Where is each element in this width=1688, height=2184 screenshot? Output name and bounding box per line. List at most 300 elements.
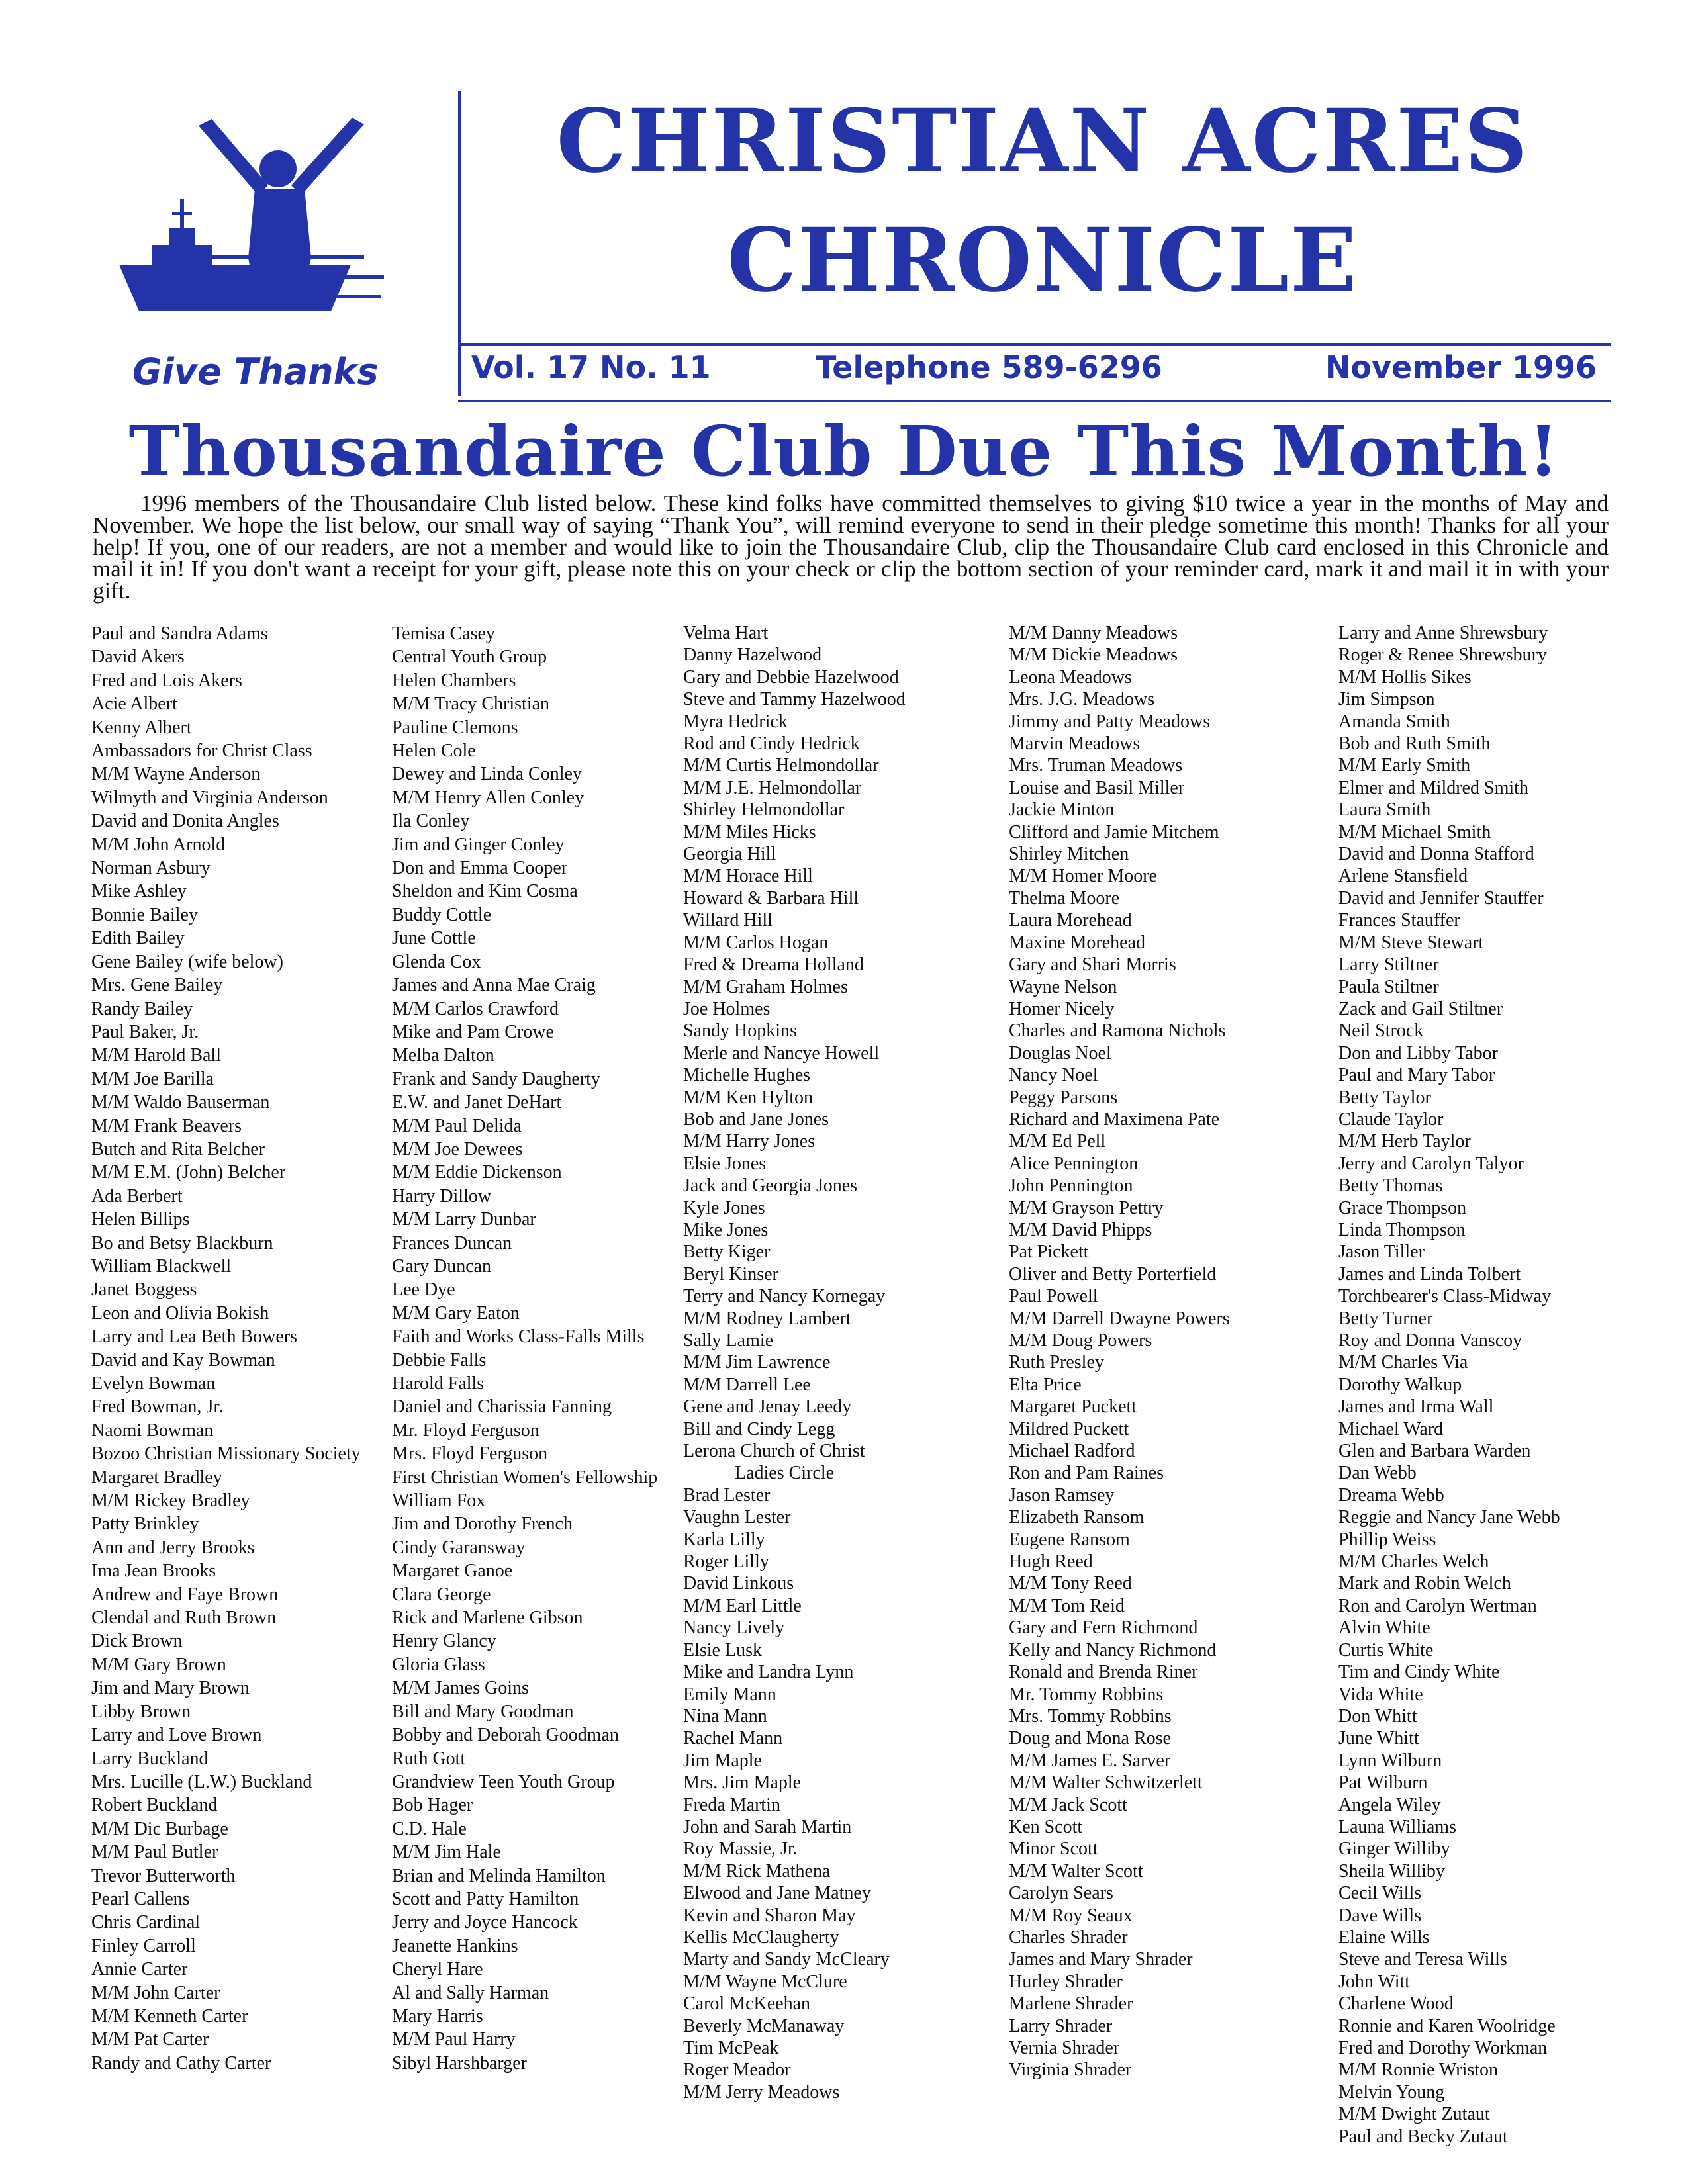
member-name: Douglas Noel: [1009, 1042, 1111, 1064]
member-name: Roger & Renee Shrewsbury: [1338, 645, 1547, 666]
member-name: M/M Ed Pell: [1009, 1131, 1106, 1152]
member-name: Paula Stiltner: [1338, 976, 1439, 997]
masthead-rule-top: [458, 343, 1611, 346]
member-name: Mr. Tommy Robbins: [1009, 1684, 1164, 1705]
member-name: Chris Cardinal: [91, 1912, 201, 1933]
member-name: Ronald and Brenda Riner: [1009, 1662, 1198, 1683]
member-name: David and Donita Angles: [91, 811, 279, 832]
member-name: Nina Mann: [683, 1706, 767, 1727]
member-name: Roger Lilly: [683, 1551, 769, 1572]
member-name: Laura Smith: [1338, 799, 1431, 821]
member-name: Joe Holmes: [683, 998, 771, 1019]
member-name: Hugh Reed: [1009, 1551, 1093, 1572]
member-name: Laura Morehead: [1009, 910, 1132, 931]
member-name: E.W. and Janet DeHart: [392, 1092, 562, 1113]
member-name: Jim and Mary Brown: [91, 1678, 250, 1699]
member-name: Ken Scott: [1009, 1816, 1083, 1837]
member-name: Louise and Basil Miller: [1009, 777, 1185, 798]
member-name: Sheila Williby: [1338, 1860, 1445, 1882]
member-name: Neil Strock: [1338, 1021, 1424, 1042]
member-name: Kellis McClaugherty: [683, 1927, 839, 1948]
member-name: First Christian Women's Fellowship: [392, 1467, 658, 1488]
member-name: James and Anna Mae Craig: [392, 975, 596, 996]
member-name: Jim and Ginger Conley: [392, 834, 565, 855]
member-name: M/M Larry Dunbar: [392, 1209, 536, 1230]
member-name: M/M Charles Welch: [1338, 1551, 1489, 1572]
member-name: M/M Dwight Zutaut: [1338, 2104, 1490, 2125]
member-name: M/M James E. Sarver: [1009, 1750, 1171, 1771]
member-name: Carol McKeehan: [683, 1993, 811, 2015]
member-name: Gene Bailey (wife below): [91, 951, 283, 972]
member-name: Claude Taylor: [1338, 1109, 1444, 1130]
member-name: David Linkous: [683, 1573, 794, 1594]
member-name: M/M Homer Moore: [1009, 866, 1157, 887]
member-name: M/M Hollis Sikes: [1338, 666, 1472, 688]
member-name: Roy and Donna Vanscoy: [1338, 1330, 1523, 1351]
member-name: Jackie Minton: [1009, 799, 1115, 821]
member-name: M/M Henry Allen Conley: [392, 787, 585, 808]
member-name: Bobby and Deborah Goodman: [392, 1725, 619, 1746]
member-name: M/M Doug Powers: [1009, 1330, 1152, 1351]
member-name: Kenny Albert: [91, 717, 192, 738]
member-name: Phillip Weiss: [1338, 1529, 1436, 1550]
member-name: Pearl Callens: [91, 1888, 190, 1909]
member-name: Launa Williams: [1338, 1816, 1456, 1837]
member-name: John and Sarah Martin: [683, 1816, 852, 1837]
member-name: M/M Harry Jones: [683, 1131, 816, 1152]
member-column-1: [91, 622, 389, 2075]
member-name: Helen Chambers: [392, 670, 516, 691]
member-name: M/M Darrell Lee: [683, 1374, 811, 1395]
member-name: Andrew and Faye Brown: [91, 1584, 279, 1605]
member-name: Al and Sally Harman: [392, 1982, 549, 2003]
member-name: M/M Dic Burbage: [91, 1818, 228, 1839]
member-name: M/M E.M. (John) Belcher: [91, 1162, 286, 1183]
member-name: Jim and Dorothy French: [392, 1514, 573, 1535]
member-name: Helen Cole: [392, 741, 476, 762]
member-name: Mike and Landra Lynn: [683, 1662, 854, 1683]
member-name: M/M J.E. Helmondollar: [683, 777, 862, 798]
member-name: Georgia Hill: [683, 844, 776, 865]
member-name: Bob and Jane Jones: [683, 1109, 829, 1130]
member-name: Randy and Cathy Carter: [91, 2052, 271, 2073]
member-name: Beverly McManaway: [683, 2015, 845, 2036]
member-name: Betty Kiger: [683, 1242, 771, 1263]
member-name: Pat Wilburn: [1338, 1772, 1428, 1794]
member-name: Dreama Webb: [1338, 1484, 1444, 1506]
member-name: Paul and Becky Zutaut: [1338, 2126, 1508, 2147]
member-name: M/M Michael Smith: [1338, 821, 1491, 842]
member-name: David and Donna Stafford: [1338, 844, 1534, 865]
member-name: Brian and Melinda Hamilton: [392, 1865, 606, 1886]
member-name: Bob and Ruth Smith: [1338, 733, 1491, 754]
member-name: Larry and Lea Beth Bowers: [91, 1326, 297, 1347]
member-name: Temisa Casey: [392, 623, 495, 644]
intro-text: 1996 members of the Thousandaire Club listed below. These kind folks have committed themselves to giving $10 twice a year in the months of May and November. We hope the list below, our small way of saying “Thank You”, will remind everyone to send in their pledge sometime this month! Thanks for all your help! If you, one of our readers, are not a member and would like to join the Thousandaire Club, clip the Thousandaire Club card enclosed in this Chronicle and mail it in! If you don't want a receipt for your gift, please note this on your check or clip the bottom section of your reminder card, mark it and mail it in with your gift.: [93, 490, 1609, 604]
member-name: Michael Radford: [1009, 1441, 1135, 1462]
member-name: Ima Jean Brooks: [91, 1561, 216, 1582]
member-name: M/M Jim Lawrence: [683, 1352, 831, 1373]
member-name: Clara George: [392, 1584, 491, 1605]
member-name: Kelly and Nancy Richmond: [1009, 1639, 1217, 1661]
member-name: Ann and Jerry Brooks: [91, 1537, 255, 1558]
member-name: Glenda Cox: [392, 951, 481, 972]
member-name: M/M Pat Carter: [91, 2029, 209, 2050]
member-name: Vernia Shrader: [1009, 2038, 1120, 2058]
member-name: Charles Shrader: [1009, 1927, 1128, 1948]
member-name: Margaret Bradley: [91, 1467, 222, 1488]
member-name: Lerona Church of Christ: [683, 1441, 865, 1462]
member-name: Don and Libby Tabor: [1338, 1042, 1498, 1064]
member-name: Velma Hart: [683, 623, 769, 643]
member-name: M/M Jim Hale: [392, 1842, 501, 1863]
member-name: M/M Graham Holmes: [683, 976, 848, 997]
member-name: Marty and Sandy McCleary: [683, 1949, 890, 1970]
member-name: M/M Frank Beavers: [91, 1115, 242, 1136]
member-name: Mike Ashley: [91, 881, 187, 902]
member-name: Glen and Barbara Warden: [1338, 1441, 1531, 1462]
member-name: M/M Walter Schwitzerlett: [1009, 1772, 1203, 1794]
member-name: Emily Mann: [683, 1684, 776, 1705]
member-name: Merle and Nancye Howell: [683, 1042, 880, 1064]
member-name: David and Kay Bowman: [91, 1349, 275, 1371]
member-name: Buddy Cottle: [392, 904, 492, 925]
member-name: Naomi Bowman: [91, 1420, 214, 1441]
member-name: Sally Lamie: [683, 1330, 774, 1351]
member-name: Scott and Patty Hamilton: [392, 1888, 579, 1909]
member-name: Bob Hager: [392, 1795, 473, 1816]
member-name: Mary Harris: [392, 2005, 483, 2026]
member-name: Paul Powell: [1009, 1286, 1098, 1307]
member-name: Willard Hill: [683, 910, 773, 931]
member-name: Doug and Mona Rose: [1009, 1728, 1171, 1749]
member-name: M/M Eddie Dickenson: [392, 1162, 562, 1183]
member-name: Elsie Lusk: [683, 1639, 762, 1661]
member-name: M/M Wayne Anderson: [91, 764, 261, 785]
member-name: Elaine Wills: [1338, 1927, 1430, 1948]
member-name: Maxine Morehead: [1009, 932, 1146, 953]
member-name: Mrs. J.G. Meadows: [1009, 689, 1155, 710]
member-name: Larry Stiltner: [1338, 954, 1439, 976]
member-name: Amanda Smith: [1338, 711, 1450, 732]
member-name: Gene and Jenay Leedy: [683, 1396, 852, 1418]
member-column-4: [1009, 622, 1340, 2081]
member-name: Leon and Olivia Bokish: [91, 1302, 269, 1324]
member-name: Mark and Robin Welch: [1338, 1573, 1511, 1594]
member-name: Edith Bailey: [91, 928, 185, 949]
headline: Thousandaire Club Due This Month!: [128, 410, 1560, 492]
member-name: Paul and Sandra Adams: [91, 623, 268, 644]
member-column-2: [392, 622, 683, 2075]
member-name: William Fox: [392, 1490, 486, 1512]
member-name: Larry and Anne Shrewsbury: [1338, 623, 1548, 643]
member-name: M/M Earl Little: [683, 1595, 802, 1616]
member-name: Charlene Wood: [1338, 1993, 1454, 2015]
member-name: Ronnie and Karen Woolridge: [1338, 2015, 1556, 2036]
member-name: Mrs. Gene Bailey: [91, 975, 223, 996]
member-name: M/M Early Smith: [1338, 755, 1471, 776]
member-name: Cheryl Hare: [392, 1959, 483, 1980]
member-name: M/M Paul Harry: [392, 2029, 516, 2050]
member-name: Don Whitt: [1338, 1706, 1417, 1727]
member-name: M/M Carlos Hogan: [683, 932, 829, 953]
member-name: Alvin White: [1338, 1617, 1430, 1639]
member-name: Freda Martin: [683, 1794, 780, 1815]
member-name: Marvin Meadows: [1009, 733, 1141, 754]
newsletter-title-line-2: CHRONICLE: [727, 209, 1358, 312]
member-name: Finley Carroll: [91, 1935, 196, 1956]
member-name: Mrs. Tommy Robbins: [1009, 1706, 1172, 1727]
member-name: Myra Hedrick: [683, 711, 788, 732]
member-name: Cindy Garansway: [392, 1537, 526, 1558]
member-name: Dorothy Walkup: [1338, 1374, 1462, 1395]
member-name: Betty Thomas: [1338, 1175, 1443, 1197]
member-name: Angela Wiley: [1338, 1794, 1441, 1815]
member-name: Oliver and Betty Porterfield: [1009, 1263, 1217, 1285]
member-name: Frances Duncan: [392, 1232, 512, 1253]
member-name: Patty Brinkley: [91, 1514, 199, 1535]
ship-hull: [119, 265, 351, 311]
member-name: Mrs. Jim Maple: [683, 1772, 802, 1794]
member-name: Jack and Georgia Jones: [683, 1175, 858, 1197]
member-name: M/M Gary Eaton: [392, 1302, 520, 1324]
member-name: Helen Billips: [91, 1209, 190, 1230]
member-name: Betty Taylor: [1338, 1087, 1431, 1108]
member-name: M/M Rickey Bradley: [91, 1490, 250, 1512]
member-name: Don and Emma Cooper: [392, 858, 568, 879]
member-name: James and Linda Tolbert: [1338, 1263, 1521, 1285]
member-name: Vida White: [1338, 1684, 1423, 1705]
member-name: Carolyn Sears: [1009, 1883, 1113, 1904]
member-name: Mrs. Truman Meadows: [1009, 755, 1183, 776]
member-name: Lee Dye: [392, 1279, 455, 1300]
member-name: M/M Paul Delida: [392, 1115, 522, 1136]
volume-number: Vol. 17 No. 11: [471, 349, 711, 385]
member-name: M/M James Goins: [392, 1678, 529, 1699]
member-name: Charles and Ramona Nichols: [1009, 1021, 1226, 1042]
member-name: Jeanette Hankins: [392, 1935, 518, 1956]
member-name: David and Jennifer Stauffer: [1338, 887, 1544, 909]
member-name: Frank and Sandy Daugherty: [392, 1068, 600, 1089]
member-name: Jerry and Joyce Hancock: [392, 1912, 578, 1933]
member-name: Henry Glancy: [392, 1631, 496, 1652]
intro-paragraph: [93, 492, 1609, 602]
member-name: Debbie Falls: [392, 1349, 487, 1371]
member-name: Pat Pickett: [1009, 1242, 1089, 1263]
member-name: Jason Ramsey: [1009, 1484, 1115, 1506]
member-name: Mildred Puckett: [1009, 1418, 1129, 1439]
member-name: M/M Jack Scott: [1009, 1794, 1127, 1815]
member-name: Eugene Ransom: [1009, 1529, 1130, 1550]
member-name: Margaret Puckett: [1009, 1396, 1137, 1418]
member-name: M/M Steve Stewart: [1338, 932, 1484, 953]
member-name: Norman Asbury: [91, 858, 211, 879]
member-name: M/M Danny Meadows: [1009, 623, 1178, 643]
member-name: Fred and Lois Akers: [91, 670, 242, 691]
member-name: Evelyn Bowman: [91, 1373, 216, 1394]
member-name: Elta Price: [1009, 1374, 1082, 1395]
member-name: Mrs. Floyd Ferguson: [392, 1443, 548, 1465]
member-name: Terry and Nancy Kornegay: [683, 1286, 886, 1307]
member-name: Richard and Maximena Pate: [1009, 1109, 1220, 1130]
member-name: Harry Dillow: [392, 1185, 492, 1206]
member-name: M/M Ken Hylton: [683, 1087, 813, 1108]
member-name: Linda Thompson: [1338, 1219, 1466, 1240]
member-name: M/M Horace Hill: [683, 866, 813, 887]
member-name: Gary Duncan: [392, 1255, 492, 1277]
member-name: Thelma Moore: [1009, 887, 1120, 909]
member-name: James and Irma Wall: [1338, 1396, 1494, 1418]
member-name: M/M David Phipps: [1009, 1219, 1152, 1240]
member-name: M/M Gary Brown: [91, 1654, 226, 1675]
member-name: Curtis White: [1338, 1639, 1434, 1661]
member-name: Mr. Floyd Ferguson: [392, 1420, 539, 1441]
member-name: M/M Miles Hicks: [683, 821, 816, 842]
member-name: Roy Massie, Jr.: [683, 1839, 798, 1860]
member-name: Bill and Cindy Legg: [683, 1418, 835, 1439]
member-name: Clifford and Jamie Mitchem: [1009, 821, 1219, 842]
member-name: Paul Baker, Jr.: [91, 1021, 199, 1042]
member-name: Danny Hazelwood: [683, 645, 822, 666]
member-name: M/M Tracy Christian: [392, 694, 550, 715]
member-name: Grandview Teen Youth Group: [392, 1771, 615, 1792]
member-name: Butch and Rita Belcher: [91, 1138, 265, 1160]
member-name: Steve and Teresa Wills: [1338, 1949, 1507, 1970]
member-name: Peggy Parsons: [1009, 1087, 1118, 1108]
member-name: Rod and Cindy Hedrick: [683, 733, 860, 754]
member-name: Mike Jones: [683, 1219, 769, 1240]
member-name: M/M Curtis Helmondollar: [683, 755, 879, 776]
member-name: M/M Roy Seaux: [1009, 1905, 1133, 1926]
member-name: Hurley Shrader: [1009, 1971, 1123, 1992]
member-name: M/M Harold Ball: [91, 1045, 221, 1066]
telephone: Telephone 589-6296: [816, 349, 1162, 385]
member-name: Fred and Dorothy Workman: [1338, 2038, 1548, 2058]
member-name: Rick and Marlene Gibson: [392, 1608, 583, 1629]
member-name: Fred Bowman, Jr.: [91, 1396, 224, 1418]
member-name: M/M Charles Via: [1338, 1352, 1468, 1373]
logo-graphic: [113, 113, 404, 357]
member-name: Ron and Pam Raines: [1009, 1463, 1164, 1484]
member-name: M/M Rodney Lambert: [683, 1308, 851, 1329]
member-name: William Blackwell: [91, 1255, 232, 1277]
member-name: M/M Kenneth Carter: [91, 2005, 248, 2026]
member-name: Gary and Debbie Hazelwood: [683, 666, 899, 688]
masthead-vertical-rule: [458, 91, 461, 396]
member-name: Torchbearer's Class-Midway: [1338, 1286, 1552, 1307]
masthead: [0, 0, 1688, 424]
member-name: James and Mary Shrader: [1009, 1949, 1193, 1970]
member-name: Virginia Shrader: [1009, 2060, 1132, 2081]
member-name: M/M John Arnold: [91, 834, 226, 855]
ship-yard: [172, 212, 192, 215]
member-name: M/M Joe Dewees: [392, 1138, 523, 1160]
member-name: Elsie Jones: [683, 1153, 767, 1174]
newsletter-title-line-1: CHRISTIAN ACRES: [556, 90, 1529, 193]
member-name: C.D. Hale: [392, 1818, 467, 1839]
member-name: Cecil Wills: [1338, 1883, 1422, 1904]
member-column-3: [683, 622, 1008, 2103]
member-name: Ada Berbert: [91, 1185, 183, 1206]
member-name: Marlene Shrader: [1009, 1993, 1133, 2015]
member-name: Vaughn Lester: [683, 1507, 791, 1528]
issue-info-bar: [471, 349, 1597, 396]
member-name: Minor Scott: [1009, 1839, 1098, 1860]
member-name: Dave Wills: [1338, 1905, 1422, 1926]
member-name: M/M Dickie Meadows: [1009, 645, 1178, 666]
issue-date: November 1996: [1325, 349, 1597, 385]
member-name: Ladies Circle: [735, 1463, 835, 1484]
member-name: June Whitt: [1338, 1728, 1419, 1749]
member-name: John Witt: [1338, 1971, 1411, 1992]
member-name: Jason Tiller: [1338, 1242, 1425, 1263]
member-name: M/M Wayne McClure: [683, 1971, 847, 1992]
member-name: Clendal and Ruth Brown: [91, 1608, 277, 1629]
member-name: M/M Darrell Dwayne Powers: [1009, 1308, 1230, 1329]
member-name: M/M Walter Scott: [1009, 1860, 1143, 1882]
member-name: Kevin and Sharon May: [683, 1905, 856, 1926]
member-name: Gloria Glass: [392, 1654, 485, 1675]
member-name: Bozoo Christian Missionary Society: [91, 1443, 361, 1465]
member-name: Nancy Noel: [1009, 1065, 1098, 1086]
member-name: Jim Simpson: [1338, 689, 1435, 710]
member-name: Trevor Butterworth: [91, 1865, 236, 1886]
member-name: M/M Herb Taylor: [1338, 1131, 1471, 1152]
member-name: Paul and Mary Tabor: [1338, 1065, 1495, 1086]
member-name: M/M Rick Mathena: [683, 1860, 831, 1882]
member-name: Sheldon and Kim Cosma: [392, 881, 578, 902]
member-name: Jimmy and Patty Meadows: [1009, 711, 1211, 732]
masthead-rule-bottom: [458, 400, 1611, 402]
member-name: Ruth Presley: [1009, 1352, 1104, 1373]
member-name: Ron and Carolyn Wertman: [1338, 1595, 1537, 1616]
member-name: Frances Stauffer: [1338, 910, 1460, 931]
member-name: Lynn Wilburn: [1338, 1750, 1442, 1771]
member-name: Shirley Helmondollar: [683, 799, 845, 821]
member-name: Shirley Mitchen: [1009, 844, 1129, 865]
member-name: Libby Brown: [91, 1701, 191, 1722]
member-name: Michael Ward: [1338, 1418, 1444, 1439]
member-name: M/M Ronnie Wriston: [1338, 2060, 1499, 2081]
member-name: Elizabeth Ransom: [1009, 1507, 1145, 1528]
member-name: Melvin Young: [1338, 2081, 1445, 2103]
tagline: Give Thanks: [132, 351, 379, 392]
member-name: Betty Turner: [1338, 1308, 1433, 1329]
member-name: John Pennington: [1009, 1175, 1133, 1197]
member-name: Rachel Mann: [683, 1728, 783, 1749]
member-name: Nancy Lively: [683, 1617, 785, 1639]
member-name: Dick Brown: [91, 1631, 183, 1652]
member-name: M/M Grayson Pettry: [1009, 1197, 1164, 1218]
member-name: M/M John Carter: [91, 1982, 220, 2003]
member-name: Steve and Tammy Hazelwood: [683, 689, 906, 710]
member-name: Bill and Mary Goodman: [392, 1701, 574, 1722]
member-name: Ila Conley: [392, 811, 470, 832]
member-name: Larry Shrader: [1009, 2015, 1113, 2036]
member-name: Larry Buckland: [91, 1748, 209, 1769]
member-name: David Akers: [91, 647, 185, 668]
member-name: Ginger Williby: [1338, 1839, 1450, 1860]
member-name: Jerry and Carolyn Talyor: [1338, 1153, 1524, 1174]
member-name: Melba Dalton: [392, 1045, 494, 1066]
member-name: Annie Carter: [91, 1959, 188, 1980]
member-name: Mike and Pam Crowe: [392, 1021, 554, 1042]
member-name: Dan Webb: [1338, 1463, 1417, 1484]
member-name: Elwood and Jane Matney: [683, 1883, 871, 1904]
member-name: Alice Pennington: [1009, 1153, 1139, 1174]
member-name: Sandy Hopkins: [683, 1021, 797, 1042]
member-name: Margaret Ganoe: [392, 1561, 513, 1582]
